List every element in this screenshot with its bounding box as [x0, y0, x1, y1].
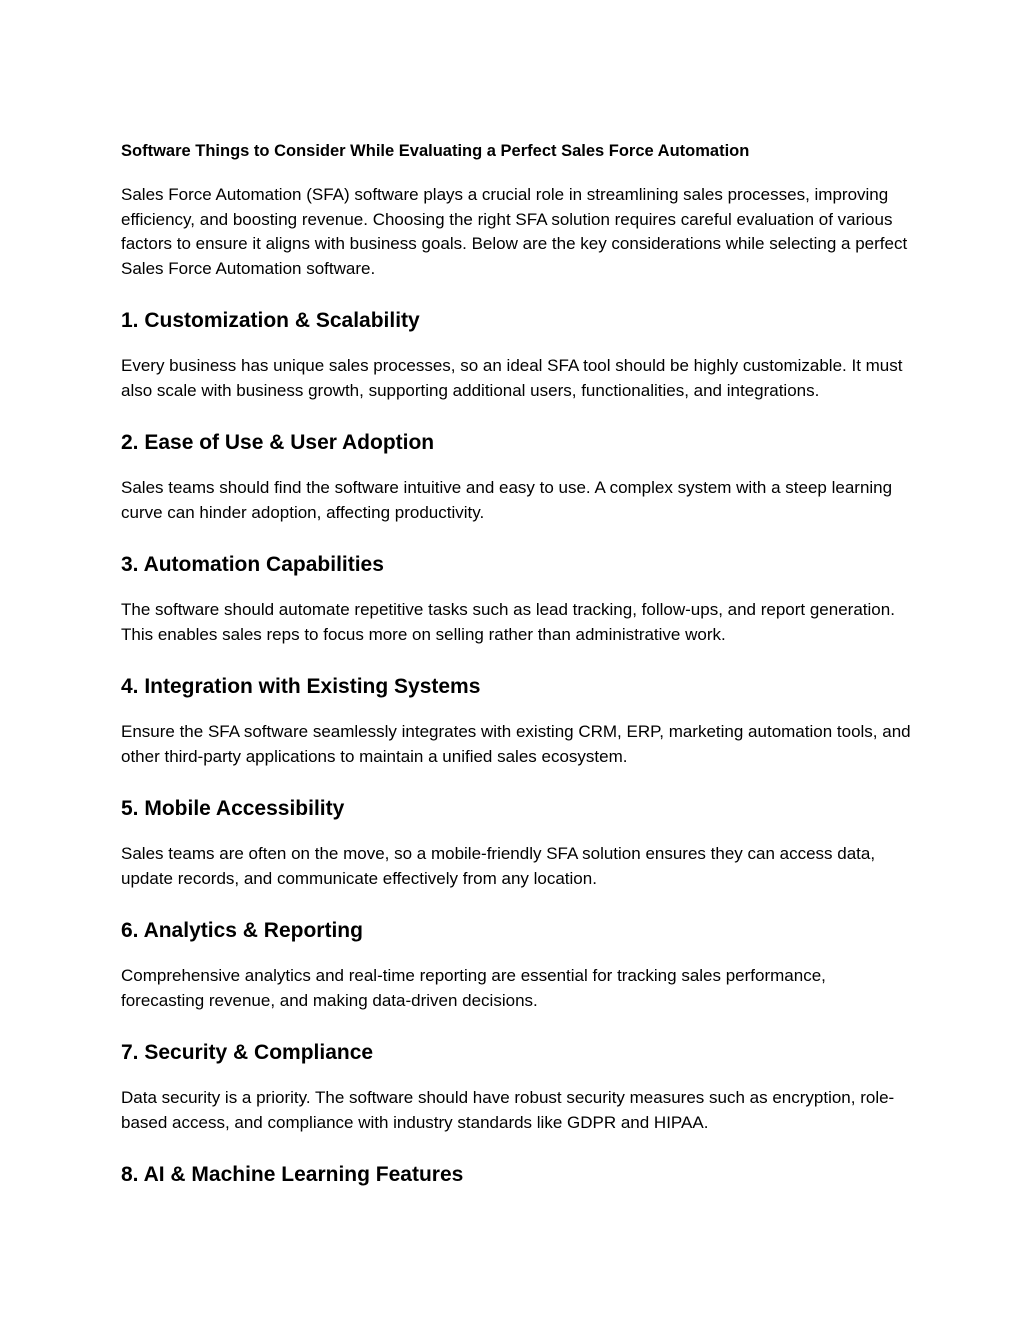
- section-2: [121, 430, 911, 525]
- section-body: Sales teams should find the software intuitive and easy to use. A complex system with a steep learning curve can hinder adoption, affecting productivity.: [121, 478, 893, 522]
- section-heading: 2. Ease of Use & User Adoption: [121, 431, 435, 454]
- section-heading: 3. Automation Capabilities: [121, 553, 384, 576]
- section-heading: 1. Customization & Scalability: [121, 309, 420, 332]
- section-3: [121, 552, 911, 647]
- section-body: Ensure the SFA software seamlessly integrates with existing CRM, ERP, marketing automation tools, and other third-party applications to maintain a unified sales ecosystem.: [121, 722, 911, 766]
- section-1: [121, 308, 911, 403]
- section-body: Comprehensive analytics and real-time reporting are essential for tracking sales performance, forecasting revenue, and making data-driven decisions.: [121, 966, 826, 1010]
- section-5: [121, 796, 911, 891]
- document-title: Software Things to Consider While Evaluating a Perfect Sales Force Automation: [121, 142, 750, 160]
- section-heading: 8. AI & Machine Learning Features: [121, 1163, 464, 1186]
- section-body: Data security is a priority. The software should have robust security measures such as encryption, role-based access, and compliance with industry standards like GDPR and HIPAA.: [121, 1088, 895, 1132]
- section-4: [121, 674, 911, 769]
- intro-paragraph: Sales Force Automation (SFA) software plays a crucial role in streamlining sales processes, improving efficiency, and boosting revenue. Choosing the right SFA solution requires careful evaluation of various factors to ensure it aligns with business goals. Below are the key considerations while selecting a perfect Sales Force Automation software.: [121, 185, 908, 278]
- section-body: Sales teams are often on the move, so a mobile-friendly SFA solution ensures they can access data, update records, and communicate effectively from any location.: [121, 844, 876, 888]
- document-page: [121, 140, 911, 1208]
- section-body: The software should automate repetitive tasks such as lead tracking, follow-ups, and report generation. This enables sales reps to focus more on selling rather than administrative work.: [121, 600, 895, 644]
- section-7: [121, 1040, 911, 1135]
- section-8: [121, 1162, 911, 1188]
- section-heading: 4. Integration with Existing Systems: [121, 675, 481, 698]
- section-6: [121, 918, 911, 1013]
- section-heading: 6. Analytics & Reporting: [121, 919, 363, 942]
- section-body: Every business has unique sales processes, so an ideal SFA tool should be highly customizable. It must also scale with business growth, supporting additional users, functionalities, and integrations.: [121, 356, 903, 400]
- section-heading: 5. Mobile Accessibility: [121, 797, 345, 820]
- section-heading: 7. Security & Compliance: [121, 1041, 374, 1064]
